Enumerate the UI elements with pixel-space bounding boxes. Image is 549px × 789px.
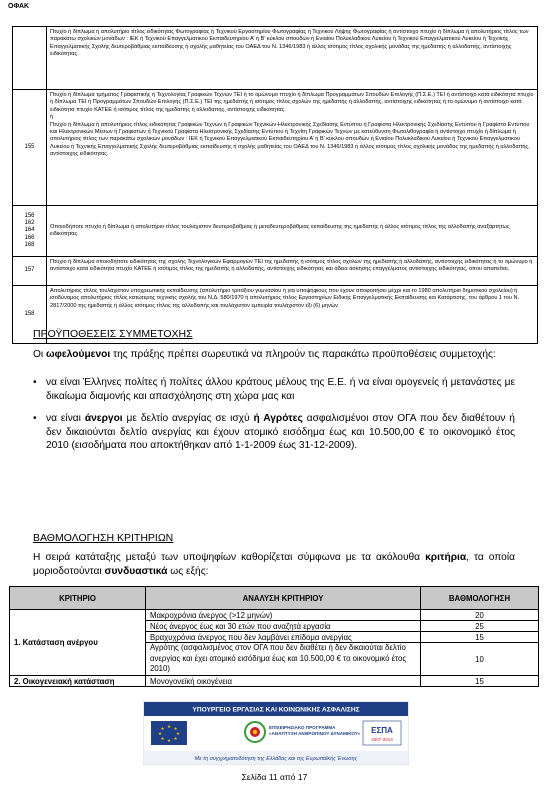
participation-conditions-list xyxy=(33,376,515,462)
banner-title: ΥΠΟΥΡΓΕΙΟ ΕΡΓΑΣΙΑΣ ΚΑΙ ΚΟΙΝΩΝΙΚΗΣ ΑΣΦΑΛΙΣΗΣ xyxy=(192,706,360,714)
document-header: ΟΦΑΚ xyxy=(8,3,30,10)
bullet-icon: • xyxy=(33,377,37,388)
column-header: ΚΡΙΤΗΡΙΟ xyxy=(10,587,146,610)
analysis-cell: Μονογονεϊκή οικογένεια xyxy=(146,676,421,687)
funding-banner xyxy=(143,701,409,765)
row-text-part: ή xyxy=(50,114,54,121)
row-text: Απολυτήριος τίτλος τουλάχιστον υποχρεωτικής εκπαίδευσης (απολυτήριο τριτάξιου γυμνασίου ή για υποψήφιους που έχουν αποφοιτήσει μέχρι και το 1980 απολυτήριο δημοτικού σχολείου) ή ισοδύναμος απολυτήριος τίτλος κατώτερης τεχνικής σχολής του Ν.Δ. 580/1970 ή απολυτήριος τίτλος Εργαστηρίων Ειδικής Επαγγελματικής Εκπαίδευσης και Κατάρτισης, του άρθρου 1 του Ν. 2817/2000 της ημεδαπής ή άλλος ισότιμος τίτλος της αλλοδαπής και τουλάχιστον εμπειρία τουλάχιστον έξι (6) μηνών xyxy=(47,286,538,344)
analysis-cell: Βραχυχρόνια άνεργος που δεν λαμβάνει επίδομα ανεργίας xyxy=(146,632,421,643)
participation-intro: Οι ωφελούμενοι της πράξης πρέπει σωρευτικά να πληρούν τις παρακάτω προϋποθέσεις συμμετοχής: xyxy=(33,349,496,360)
espa-logo-icon xyxy=(363,721,401,745)
row-text-part: Πτυχίο ή δίπλωμα τμήματος Γραφιστικής ή Τεχνολογίας Γραφικών Τεχνών ΤΕΙ ή το ομώνυμο πτυχίο ή δίπλωμα Προγραμμάτων Σπουδών Επιλογής (Π.Σ.Ε.) ΤΕΙ ή αντίστοιχο κατά ειδικότητα πτυχίο ή δίπλωμα ΤΕΙ ή Προγραμμάτων Σπουδών Επιλογής (Π.Σ.Ε.) ΤΕΙ της ημεδαπής ή ισότιμος τίτλος σχολών της ημεδαπής ή αλλοδαπής, αντίστοιχης ειδικότητας ή το ομώνυμο ή αντίστοιχο κατά ειδικότητα πτυχίο ΚΑΤΕΕ ή ισότιμος τίτλος της ημεδαπής ή αλλοδαπής, αντίστοιχης ειδικότητας. xyxy=(50,92,534,113)
table-row xyxy=(10,610,539,621)
analysis-cell: Νέος άνεργος έως και 30 ετών που αναζητά εργασία xyxy=(146,621,421,632)
row-number: 157 xyxy=(13,257,47,286)
row-text: Οποιοδήποτε πτυχίο ή δίπλωμα ή απολυτήριο τίτλος τουλάχιστον δευτεροβάθμιας ή μεταδευτεροβάθμιας εκπαίδευσης της ημεδαπής ή άλλος ισότιμος τίτλος της αλλοδαπής αναξάρτητως ειδικότητας. xyxy=(47,206,538,257)
section-title-scoring: ΒΑΘΜΟΛΟΓΗΣΗ ΚΡΙΤΗΡΙΩΝ xyxy=(33,532,174,544)
table-row xyxy=(13,27,538,90)
column-header: ΑΝΑΛΥΣΗ ΚΡΙΤΗΡΙΟΥ xyxy=(146,587,421,610)
list-item: • να είναι Έλληνες πολίτες ή πολίτες άλλου κράτους μέλους της Ε.Ε. ή να είναι ομογενείς ή μετανάστες με δικαίωμα διαμονής και απασχόλησης στη χώρα μας και xyxy=(33,377,515,402)
row-text-part: Πτυχίο ή δίπλωμα ή απολυτήριος τίτλος ειδικότητας Γραφικών Τεχνών ή Γραφικών Τεχνικών-Ηλεκτρονικής Σχεδίασης Εντύπου ή Γραφίστα Ηλεκτρονικής Σχεδίασης Εντύπου ή Γραφίστα Εντύπου και Ηλεκτρονικών Μέσων ή Γραφιστών ή Τεχνικού Γραφίστα Ηλεκτρονικής Σχεδίασης Εντύπου ή Τεχνίτη Γραφικών Τεχνών με κατεύθυνση Φωτολιθογραφία ή αντίστοιχο πτυχίο ή δίπλωμα ή απολυτήριος τίτλος των παρακάτω σχολικών μονάδων : ΙΕΚ ή Τεχνικού Επαγγελματικού Εκπαιδευτηρίου Α’ ή Β’ κύκλου σπουδών ή Ενιαίου Πολυκλαδικού Λυκείου ή Τεχνικού Επαγγελματικού Λυκείου ή Τεχνικής Επαγγελματικής Σχολής δευτεροβάθμιας εκπαίδευσης ή σχολής μαθητείας του ΟΑΕΔ του Ν. 1346/1983 ή άλλος ισότιμος τίτλος σχολικής μονάδας της ημεδαπής ή αλλοδαπής, αντίστοιχης ειδικότητας. xyxy=(50,121,530,157)
column-header: ΒΑΘΜΟΛΟΓΗΣΗ xyxy=(421,587,539,610)
bullet-icon: • xyxy=(33,413,37,425)
program-name: ΕΠΙΧΕΙΡΗΣΙΑΚΟ ΠΡΟΓΡΑΜΜΑ xyxy=(269,725,336,730)
table-row xyxy=(13,206,538,257)
eu-flag-icon xyxy=(151,721,187,745)
section-title-participation: ΠΡΟΫΠΟΘΕΣΕΙΣ ΣΥΜΜΕΤΟΧΗΣ xyxy=(33,328,193,340)
row-text: Πτυχίο ή δίπλωμα οποιοδήποτε ειδικότητας της σχολής Τεχνολογικών Εφαρμογών ΤΕΙ της ημεδαπής ή ισότιμος τίτλος σχολών της ημεδαπής ή αλλοδαπής, αντίστοιχης ειδικότητας ή το ομώνυμο ή αντίστοιχο κατά ειδικότητα πτυχίο ΚΑΤΕΕ ή ισότιμος τίτλος της ημεδαπής ή αλλοδαπής, αντίστοιχης ειδικότητας και άδεια άσκησης επαγγέλματος αντίστοιχης ειδικότητας, όπου απαιτείται. xyxy=(47,257,538,286)
page-number: Σελίδα 11 από 17 xyxy=(241,772,308,782)
table-row xyxy=(13,257,538,286)
row-text xyxy=(47,90,538,206)
table-header-row xyxy=(10,587,539,610)
row-number: 156 162 164 166 168 xyxy=(13,206,47,257)
criterion-cell: 2. Οικογενειακή κατάσταση xyxy=(10,676,146,687)
svg-text:★: ★ xyxy=(160,727,165,732)
espa-years: 2007-2013 xyxy=(371,737,393,742)
row-text: Πτυχίο ή δίπλωμα ή απολυτήριο τίτλος ειδικότητας Φωτογραφίας ή Τεχνικού Εργαστηρίου Φωτογραφίας ή Τεχνικού Λήψης Φωτογραφίας ή αντίστοιχο πτυχίο ή δίπλωμα ή απολυτήριος τίτλος των παρακάτω σχολικών μονάδων : ΙΕΚ ή Τεχνικού Επαγγελματικού Εκπαιδευτηρίου Α’ ή Β’ κύκλου σπουδών ή Ενιαίου Πολυκλαδικού Λυκείου ή Τεχνικού Επαγγελματικού Λυκείου ή Τεχνικής Επαγγελματικής Σχολής δευτεροβάθμιας εκπαίδευσης ή σχολής μαθητείας του ΟΑΕΔ του Ν. 1346/1983 ή άλλος ισότιμος τίτλος σχολικής μονάδας της ημεδαπής ή αλλοδαπής, αντίστοιχης ειδικότητας. xyxy=(47,27,538,90)
scoring-intro: Η σειρά κατάταξης μεταξύ των υποψηφίων καθορίζεται σύμφωνα με τα ακόλουθα κριτήρια, τα οποία μοριοδοτούνται συνδυαστικά ως εξής: xyxy=(33,552,515,577)
program-name-2: «ΑΝΑΠΤΥΞΗ ΑΝΘΡΩΠΙΝΟΥ ΔΥΝΑΜΙΚΟΥ» xyxy=(269,731,361,736)
points-cell: 15 xyxy=(421,632,539,643)
svg-text:★: ★ xyxy=(173,737,178,742)
svg-text:★: ★ xyxy=(157,732,163,737)
points-cell: 15 xyxy=(421,676,539,687)
points-cell: 25 xyxy=(421,621,539,632)
svg-text:★: ★ xyxy=(175,732,181,737)
svg-text:★: ★ xyxy=(166,725,172,730)
espa-label: ΕΣΠΑ xyxy=(371,726,393,735)
points-cell: 20 xyxy=(421,610,539,621)
table-row xyxy=(13,90,538,206)
analysis-cell: Μακροχρόνια άνεργος (>12 μηνών) xyxy=(146,610,421,621)
qualifications-table xyxy=(12,26,538,344)
scoring-table xyxy=(9,586,539,687)
row-number xyxy=(13,27,47,90)
analysis-cell: Αγρότης (ασφαλισμένος στον ΟΓΑ που δεν διαθέτει ή δεν δικαιούται δελτίο ανεργίας και έχει ατομικό εισόδημα έως και 10.500,00 € το οικονομικό έτος 2010) xyxy=(146,643,421,676)
svg-text:★: ★ xyxy=(166,739,172,744)
table-row xyxy=(10,676,539,687)
row-number: 158 xyxy=(13,286,47,344)
row-number: 155 xyxy=(13,90,47,206)
banner-footer: Με τη συγχρηματοδότηση της Ελλάδας και της Ευρωπαϊκής Ένωσης xyxy=(194,756,358,762)
criterion-cell: 1. Κατάσταση ανέργου xyxy=(10,610,146,676)
points-cell: 10 xyxy=(421,643,539,676)
svg-text:★: ★ xyxy=(160,737,165,742)
list-item: • να είναι άνεργοι με δελτίο ανεργίας σε ισχύ ή Αγρότες ασφαλισμένοι στον ΟΓΑ που δεν διαθέτουν ή δεν δικαιούνται δελτίο ανεργίας και έχουν ατομικό εισόδημα έως και 10.500,00 € το οικονομικό έτος 2010 (εισοδήματα που αποκτήθηκαν από 1-1-2009 έως 31-12-2009). xyxy=(33,413,515,452)
svg-text:★: ★ xyxy=(173,727,178,732)
